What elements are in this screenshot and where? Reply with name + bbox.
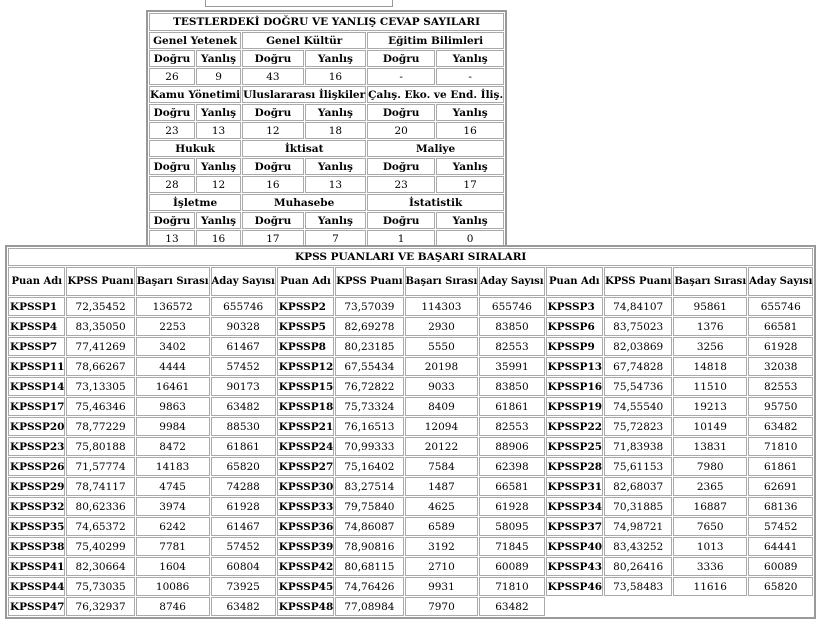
- table-row: [8, 537, 813, 556]
- subject-name: Hukuk: [149, 140, 241, 157]
- correct-count: 17: [242, 230, 303, 247]
- wrong-count: 16: [196, 230, 241, 247]
- candidate-count: 61861: [479, 397, 544, 416]
- success-rank: 4444: [136, 357, 210, 376]
- score-name: KPSSP33: [277, 497, 334, 516]
- table-row: [8, 477, 813, 496]
- candidate-count: 68136: [748, 497, 813, 516]
- correct-count: 26: [149, 68, 195, 85]
- kpss-score: 76,72822: [335, 377, 403, 396]
- kpss-score: 80,62336: [66, 497, 134, 516]
- kpss-score: 78,66267: [66, 357, 134, 376]
- score-name: KPSSP31: [546, 477, 603, 496]
- success-rank: 3402: [136, 337, 210, 356]
- correct-header: Doğru: [367, 104, 435, 121]
- candidate-count: 62398: [479, 457, 544, 476]
- wrong-count: 9: [196, 68, 241, 85]
- success-rank: 19213: [673, 397, 747, 416]
- correct-count: -: [367, 68, 435, 85]
- score-name: KPSSP22: [546, 417, 603, 436]
- correct-count: 23: [367, 176, 435, 193]
- candidate-count: 82553: [748, 377, 813, 396]
- kpss-score: 82,03869: [604, 337, 672, 356]
- correct-wrong-header-row: [149, 158, 504, 175]
- correct-count: 43: [242, 68, 303, 85]
- score-name: KPSSP7: [8, 337, 65, 356]
- score-name: KPSSP6: [546, 317, 603, 336]
- kpss-header-row: [8, 267, 813, 296]
- kpss-score: 67,55434: [335, 357, 403, 376]
- kpss-score: 75,16402: [335, 457, 403, 476]
- correct-count: 12: [242, 122, 303, 139]
- candidate-count: 82553: [479, 337, 544, 356]
- kpss-scores-table: [5, 245, 816, 619]
- success-rank: 10086: [136, 577, 210, 596]
- column-header: Başarı Sırası: [673, 267, 747, 296]
- wrong-count: 18: [305, 122, 367, 139]
- correct-count: 13: [149, 230, 195, 247]
- score-name: KPSSP29: [8, 477, 65, 496]
- wrong-count: 16: [436, 122, 504, 139]
- success-rank: 10149: [673, 417, 747, 436]
- correct-count: 20: [367, 122, 435, 139]
- candidate-count: 74288: [211, 477, 276, 496]
- wrong-header: Yanlış: [305, 50, 367, 67]
- candidate-count: 62691: [748, 477, 813, 496]
- success-rank: 1487: [405, 477, 479, 496]
- wrong-header: Yanlış: [436, 50, 504, 67]
- candidate-count: 88906: [479, 437, 544, 456]
- correct-header: Doğru: [367, 212, 435, 229]
- table-row: [8, 597, 813, 616]
- success-rank: 7650: [673, 517, 747, 536]
- candidate-count: 655746: [748, 297, 813, 316]
- column-header: KPSS Puanı: [66, 267, 134, 296]
- kpss-score: 74,65372: [66, 517, 134, 536]
- candidate-count: 57452: [211, 537, 276, 556]
- success-rank: 8746: [136, 597, 210, 616]
- success-rank: 13831: [673, 437, 747, 456]
- kpss-score: 78,74117: [66, 477, 134, 496]
- score-name: KPSSP15: [277, 377, 334, 396]
- wrong-header: Yanlış: [305, 158, 367, 175]
- score-name: KPSSP32: [8, 497, 65, 516]
- candidate-count: 63482: [479, 597, 544, 616]
- subject-name: Eğitim Bilimleri: [367, 32, 504, 49]
- score-name: KPSSP42: [277, 557, 334, 576]
- table-row: [8, 497, 813, 516]
- column-header: Aday Sayısı: [479, 267, 544, 296]
- test-results-table: [146, 10, 507, 250]
- candidate-count: 61928: [748, 337, 813, 356]
- success-rank: 6242: [136, 517, 210, 536]
- success-rank: 2365: [673, 477, 747, 496]
- kpss-score: 77,41269: [66, 337, 134, 356]
- correct-header: Doğru: [149, 158, 195, 175]
- success-rank: 2710: [405, 557, 479, 576]
- kpss-score: 72,35452: [66, 297, 134, 316]
- candidate-count: 65820: [748, 577, 813, 596]
- subject-name: Uluslararası İlişkiler: [242, 86, 366, 103]
- wrong-count: -: [436, 68, 504, 85]
- success-rank: 20122: [405, 437, 479, 456]
- kpss-score: 74,98721: [604, 517, 672, 536]
- subject-name-row: [149, 140, 504, 157]
- score-name: KPSSP26: [8, 457, 65, 476]
- success-rank: 1604: [136, 557, 210, 576]
- candidate-count: 65820: [211, 457, 276, 476]
- candidate-count: 61861: [211, 437, 276, 456]
- wrong-count: 12: [196, 176, 241, 193]
- success-rank: 12094: [405, 417, 479, 436]
- candidate-count: 90173: [211, 377, 276, 396]
- success-rank: 9931: [405, 577, 479, 596]
- correct-wrong-header-row: [149, 50, 504, 67]
- score-name: KPSSP27: [277, 457, 334, 476]
- candidate-count: 60089: [479, 557, 544, 576]
- kpss-score: 73,13305: [66, 377, 134, 396]
- kpss-score: 83,35050: [66, 317, 134, 336]
- wrong-count: 7: [305, 230, 367, 247]
- subject-name-row: [149, 86, 504, 103]
- subject-name: Kamu Yönetimi: [149, 86, 241, 103]
- correct-header: Doğru: [242, 158, 303, 175]
- success-rank: 11616: [673, 577, 747, 596]
- subject-name: İşletme: [149, 194, 241, 211]
- candidate-count: 63482: [211, 597, 276, 616]
- kpss-score: 73,58483: [604, 577, 672, 596]
- wrong-count: 13: [305, 176, 367, 193]
- kpss-score: 75,40299: [66, 537, 134, 556]
- success-rank: 2253: [136, 317, 210, 336]
- column-header: KPSS Puanı: [604, 267, 672, 296]
- table-row: [8, 317, 813, 336]
- subject-name: Maliye: [367, 140, 504, 157]
- kpss-score: 67,74828: [604, 357, 672, 376]
- kpss-score: 83,43252: [604, 537, 672, 556]
- kpss-score: 78,90816: [335, 537, 403, 556]
- kpss-score: 80,23185: [335, 337, 403, 356]
- subject-name-row: [149, 194, 504, 211]
- wrong-count: 0: [436, 230, 504, 247]
- score-name: KPSSP1: [8, 297, 65, 316]
- kpss-score: 75,73324: [335, 397, 403, 416]
- candidate-count: 60804: [211, 557, 276, 576]
- correct-header: Doğru: [149, 212, 195, 229]
- candidate-count: 35991: [479, 357, 544, 376]
- kpss-score: 75,72823: [604, 417, 672, 436]
- correct-wrong-header-row: [149, 212, 504, 229]
- subject-name: Genel Kültür: [242, 32, 366, 49]
- table-row: [8, 557, 813, 576]
- candidate-count: 66581: [748, 317, 813, 336]
- candidate-count: 73925: [211, 577, 276, 596]
- candidate-count: 61928: [479, 497, 544, 516]
- subject-name: Muhasebe: [242, 194, 366, 211]
- test-results-title-row: [149, 13, 504, 31]
- correct-wrong-value-row: [149, 68, 504, 85]
- candidate-count: 71845: [479, 537, 544, 556]
- score-name: KPSSP20: [8, 417, 65, 436]
- success-rank: 1376: [673, 317, 747, 336]
- column-header: Aday Sayısı: [211, 267, 276, 296]
- candidate-count: 64441: [748, 537, 813, 556]
- score-name: KPSSP17: [8, 397, 65, 416]
- candidate-count: 82553: [479, 417, 544, 436]
- empty-cell: [546, 597, 814, 616]
- candidate-count: 61928: [211, 497, 276, 516]
- subject-name-row: [149, 32, 504, 49]
- kpss-score: 71,57774: [66, 457, 134, 476]
- correct-count: 28: [149, 176, 195, 193]
- score-name: KPSSP4: [8, 317, 65, 336]
- success-rank: 95861: [673, 297, 747, 316]
- kpss-score: 76,32937: [66, 597, 134, 616]
- score-name: KPSSP47: [8, 597, 65, 616]
- score-name: KPSSP13: [546, 357, 603, 376]
- score-name: KPSSP39: [277, 537, 334, 556]
- column-header: Başarı Sırası: [136, 267, 210, 296]
- table-row: [8, 437, 813, 456]
- kpss-score: 75,61153: [604, 457, 672, 476]
- column-header: Puan Adı: [546, 267, 603, 296]
- success-rank: 7980: [673, 457, 747, 476]
- table-row: [8, 377, 813, 396]
- kpss-score: 82,69278: [335, 317, 403, 336]
- score-name: KPSSP38: [8, 537, 65, 556]
- kpss-score: 78,77229: [66, 417, 134, 436]
- score-name: KPSSP28: [546, 457, 603, 476]
- correct-count: 1: [367, 230, 435, 247]
- candidate-count: 61467: [211, 337, 276, 356]
- wrong-header: Yanlış: [196, 212, 241, 229]
- column-header: Puan Adı: [277, 267, 334, 296]
- wrong-count: 17: [436, 176, 504, 193]
- table-row: [8, 417, 813, 436]
- kpss-score: 74,86087: [335, 517, 403, 536]
- score-name: KPSSP14: [8, 377, 65, 396]
- candidate-count: 83850: [479, 317, 544, 336]
- correct-wrong-value-row: [149, 176, 504, 193]
- score-name: KPSSP34: [546, 497, 603, 516]
- success-rank: 8472: [136, 437, 210, 456]
- candidate-count: 83850: [479, 377, 544, 396]
- correct-wrong-header-row: [149, 104, 504, 121]
- success-rank: 136572: [136, 297, 210, 316]
- success-rank: 14818: [673, 357, 747, 376]
- correct-header: Doğru: [242, 50, 303, 67]
- kpss-score: 82,68037: [604, 477, 672, 496]
- success-rank: 11510: [673, 377, 747, 396]
- success-rank: 3974: [136, 497, 210, 516]
- kpss-score: 76,16513: [335, 417, 403, 436]
- table-row: [8, 397, 813, 416]
- success-rank: 16461: [136, 377, 210, 396]
- correct-wrong-value-row: [149, 122, 504, 139]
- score-name: KPSSP44: [8, 577, 65, 596]
- kpss-score: 80,26416: [604, 557, 672, 576]
- candidate-count: 90328: [211, 317, 276, 336]
- score-name: KPSSP43: [546, 557, 603, 576]
- kpss-score: 70,31885: [604, 497, 672, 516]
- kpss-score: 74,55540: [604, 397, 672, 416]
- wrong-header: Yanlış: [436, 158, 504, 175]
- candidate-count: 66581: [479, 477, 544, 496]
- correct-count: 16: [242, 176, 303, 193]
- candidate-count: 95750: [748, 397, 813, 416]
- kpss-score: 83,75023: [604, 317, 672, 336]
- wrong-header: Yanlış: [305, 212, 367, 229]
- table-row: [8, 337, 813, 356]
- kpss-score: 75,80188: [66, 437, 134, 456]
- candidate-count: 63482: [748, 417, 813, 436]
- success-rank: 3336: [673, 557, 747, 576]
- kpss-score: 73,57039: [335, 297, 403, 316]
- kpss-scores-title: KPSS PUANLARI VE BAŞARI SIRALARI: [8, 248, 813, 266]
- candidate-count: 63482: [211, 397, 276, 416]
- wrong-header: Yanlış: [196, 158, 241, 175]
- correct-header: Doğru: [149, 104, 195, 121]
- kpss-score: 70,99333: [335, 437, 403, 456]
- success-rank: 3256: [673, 337, 747, 356]
- success-rank: 114303: [405, 297, 479, 316]
- wrong-header: Yanlış: [196, 104, 241, 121]
- column-header: Başarı Sırası: [405, 267, 479, 296]
- table-row: [8, 577, 813, 596]
- correct-count: 23: [149, 122, 195, 139]
- score-name: KPSSP24: [277, 437, 334, 456]
- table-row: [8, 297, 813, 316]
- score-name: KPSSP41: [8, 557, 65, 576]
- subject-name: İktisat: [242, 140, 366, 157]
- score-name: KPSSP8: [277, 337, 334, 356]
- score-name: KPSSP40: [546, 537, 603, 556]
- subject-name: Çalış. Eko. ve End. İliş.: [367, 86, 504, 103]
- correct-header: Doğru: [367, 158, 435, 175]
- success-rank: 4625: [405, 497, 479, 516]
- success-rank: 9984: [136, 417, 210, 436]
- candidate-count: 655746: [479, 297, 544, 316]
- kpss-score: 74,84107: [604, 297, 672, 316]
- success-rank: 14183: [136, 457, 210, 476]
- candidate-count: 88530: [211, 417, 276, 436]
- wrong-header: Yanlış: [196, 50, 241, 67]
- candidate-count: 58095: [479, 517, 544, 536]
- success-rank: 8409: [405, 397, 479, 416]
- success-rank: 16887: [673, 497, 747, 516]
- table-row: [8, 517, 813, 536]
- column-header: KPSS Puanı: [335, 267, 403, 296]
- correct-header: Doğru: [149, 50, 195, 67]
- kpss-score: 82,30664: [66, 557, 134, 576]
- wrong-count: 16: [305, 68, 367, 85]
- candidate-count: 61467: [211, 517, 276, 536]
- success-rank: 9863: [136, 397, 210, 416]
- kpss-score: 77,08984: [335, 597, 403, 616]
- candidate-count: 57452: [748, 517, 813, 536]
- kpss-score: 75,54736: [604, 377, 672, 396]
- candidate-count: 57452: [211, 357, 276, 376]
- column-header: Aday Sayısı: [748, 267, 813, 296]
- score-name: KPSSP45: [277, 577, 334, 596]
- score-name: KPSSP37: [546, 517, 603, 536]
- kpss-score: 80,68115: [335, 557, 403, 576]
- wrong-count: 13: [196, 122, 241, 139]
- score-name: KPSSP5: [277, 317, 334, 336]
- top-panel-fragment: [205, 0, 393, 7]
- kpss-score: 71,83938: [604, 437, 672, 456]
- success-rank: 2930: [405, 317, 479, 336]
- kpss-score: 75,73035: [66, 577, 134, 596]
- kpss-score: 75,46346: [66, 397, 134, 416]
- score-name: KPSSP19: [546, 397, 603, 416]
- score-name: KPSSP36: [277, 517, 334, 536]
- subject-name: İstatistik: [367, 194, 504, 211]
- score-name: KPSSP11: [8, 357, 65, 376]
- success-rank: 7970: [405, 597, 479, 616]
- test-results-title: TESTLERDEKİ DOĞRU VE YANLIŞ CEVAP SAYILARI: [149, 13, 504, 31]
- subject-name: Genel Yetenek: [149, 32, 241, 49]
- success-rank: 7584: [405, 457, 479, 476]
- table-row: [8, 457, 813, 476]
- score-name: KPSSP48: [277, 597, 334, 616]
- correct-header: Doğru: [367, 50, 435, 67]
- wrong-header: Yanlış: [436, 104, 504, 121]
- score-name: KPSSP21: [277, 417, 334, 436]
- success-rank: 3192: [405, 537, 479, 556]
- wrong-header: Yanlış: [305, 104, 367, 121]
- success-rank: 9033: [405, 377, 479, 396]
- candidate-count: 60089: [748, 557, 813, 576]
- score-name: KPSSP25: [546, 437, 603, 456]
- candidate-count: 71810: [748, 437, 813, 456]
- candidate-count: 655746: [211, 297, 276, 316]
- kpss-scores-title-row: [8, 248, 813, 266]
- score-name: KPSSP18: [277, 397, 334, 416]
- score-name: KPSSP2: [277, 297, 334, 316]
- score-name: KPSSP30: [277, 477, 334, 496]
- score-name: KPSSP16: [546, 377, 603, 396]
- score-name: KPSSP46: [546, 577, 603, 596]
- candidate-count: 32038: [748, 357, 813, 376]
- table-row: [8, 357, 813, 376]
- success-rank: 6589: [405, 517, 479, 536]
- score-name: KPSSP12: [277, 357, 334, 376]
- wrong-header: Yanlış: [436, 212, 504, 229]
- score-name: KPSSP9: [546, 337, 603, 356]
- score-name: KPSSP23: [8, 437, 65, 456]
- score-name: KPSSP35: [8, 517, 65, 536]
- correct-header: Doğru: [242, 104, 303, 121]
- success-rank: 20198: [405, 357, 479, 376]
- kpss-score: 79,75840: [335, 497, 403, 516]
- candidate-count: 61861: [748, 457, 813, 476]
- success-rank: 1013: [673, 537, 747, 556]
- kpss-score: 83,27514: [335, 477, 403, 496]
- success-rank: 5550: [405, 337, 479, 356]
- kpss-score: 74,76426: [335, 577, 403, 596]
- success-rank: 7781: [136, 537, 210, 556]
- column-header: Puan Adı: [8, 267, 65, 296]
- correct-header: Doğru: [242, 212, 303, 229]
- score-name: KPSSP3: [546, 297, 603, 316]
- success-rank: 4745: [136, 477, 210, 496]
- candidate-count: 71810: [479, 577, 544, 596]
